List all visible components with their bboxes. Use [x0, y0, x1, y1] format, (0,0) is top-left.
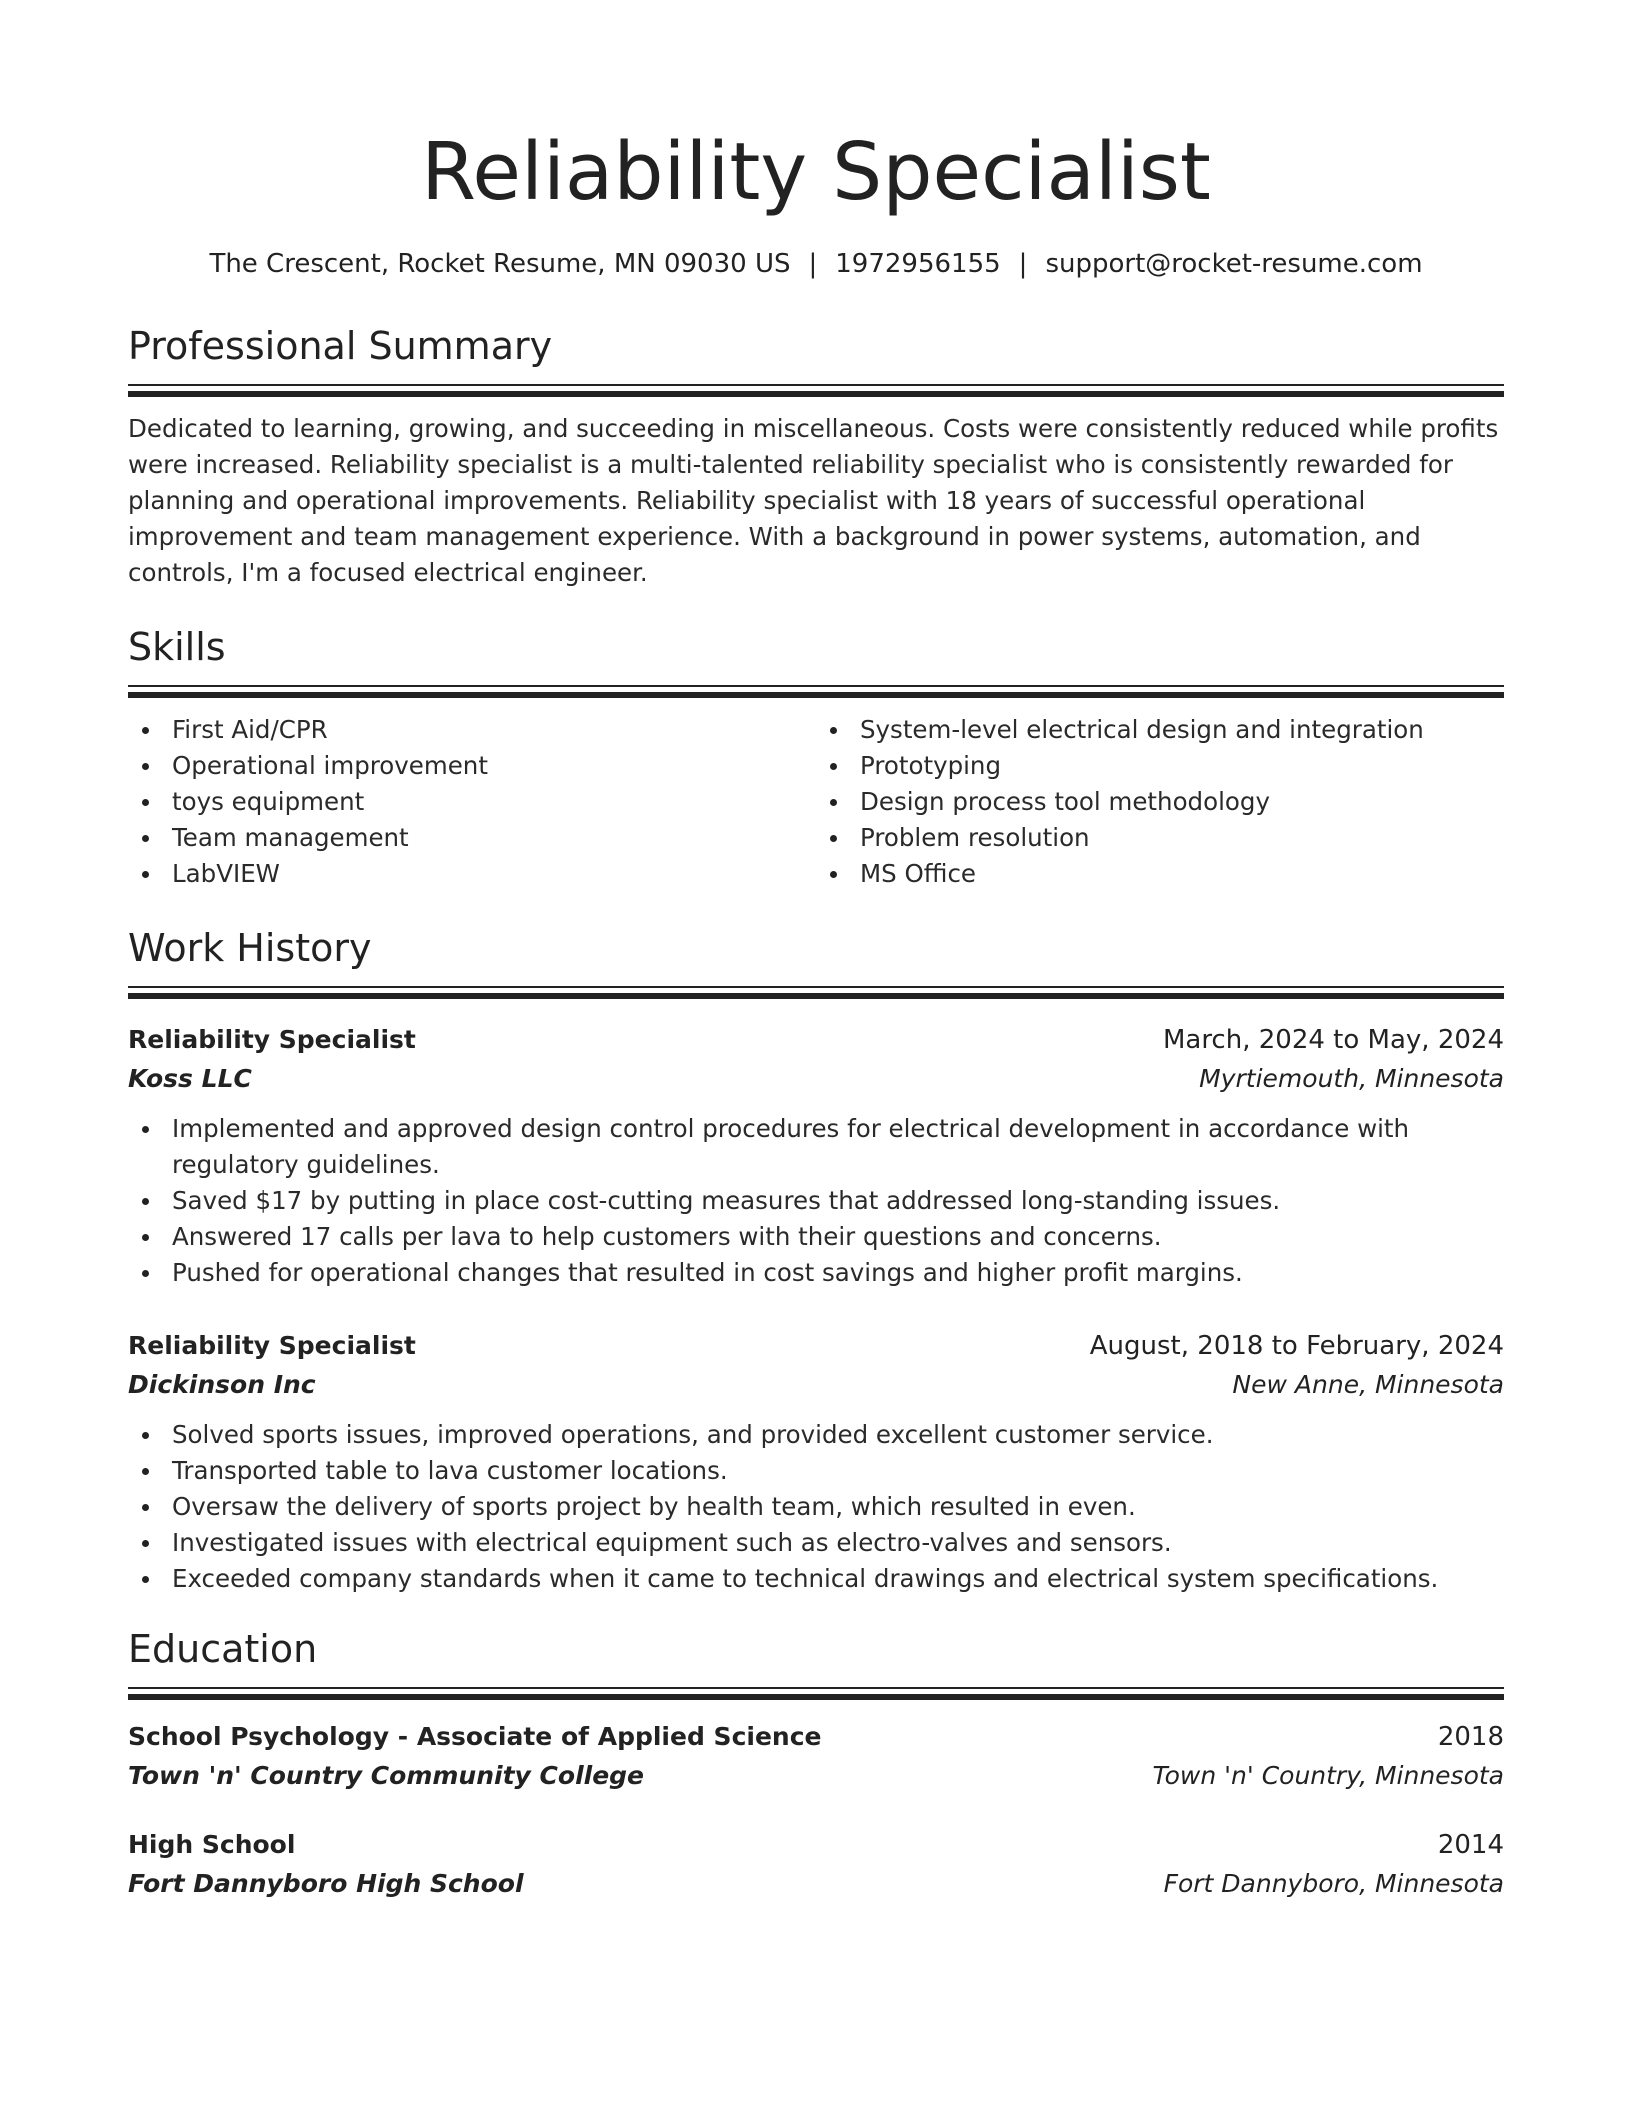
education-degree: School Psychology - Associate of Applied Science	[128, 1722, 822, 1751]
skill-item: Operational improvement	[128, 748, 816, 784]
job-entry	[128, 1327, 1504, 1597]
summary-text: Dedicated to learning, growing, and succeeding in miscellaneous. Costs were consistently reduced while profits were increased. Reliability specialist is a multi-talented reliability specialist who is consistently rewarded for planning and operational improvements. Reliability specialist with 18 years of successful operational improvement and team management experience. With a background in power systems, automation, and controls, I'm a focused electrical engineer.	[128, 414, 1499, 587]
section-title-work-history: Work History	[128, 926, 372, 970]
job-dates: March, 2024 to May, 2024	[1162, 1025, 1504, 1055]
education-header	[128, 1826, 1504, 1864]
job-bullet: Saved $17 by putting in place cost-cutting measures that addressed long-standing issues.	[128, 1183, 1504, 1219]
contact-separator: |	[1018, 249, 1028, 279]
job-header	[128, 1327, 1504, 1365]
job-subheader	[128, 1059, 1504, 1099]
job-title: Reliability Specialist	[128, 1331, 416, 1360]
job-header	[128, 1021, 1504, 1059]
job-bullets	[128, 1111, 1504, 1291]
job-subheader	[128, 1365, 1504, 1405]
education-school: Town 'n' Country Community College	[128, 1761, 645, 1790]
education-subheader	[128, 1756, 1504, 1796]
education-entry	[128, 1718, 1504, 1796]
section-divider	[128, 1687, 1504, 1700]
skills-list	[128, 712, 1504, 892]
job-dates: August, 2018 to February, 2024	[1089, 1331, 1504, 1361]
section-divider	[128, 986, 1504, 999]
job-bullet: Transported table to lava customer locations.	[128, 1453, 1504, 1489]
education-year: 2018	[1437, 1722, 1504, 1752]
skills-column-right	[816, 712, 1504, 892]
contact-phone: 1972956155	[835, 249, 1001, 279]
job-location: Myrtiemouth, Minnesota	[1199, 1064, 1504, 1093]
contact-email[interactable]: support@rocket-resume.com	[1045, 249, 1423, 279]
section-title-education: Education	[128, 1627, 318, 1671]
job-company: Koss LLC	[128, 1064, 252, 1093]
contact-line	[128, 246, 1504, 282]
skill-item: Prototyping	[816, 748, 1504, 784]
job-bullet: Oversaw the delivery of sports project by health team, which resulted in even.	[128, 1489, 1504, 1525]
summary-section	[128, 322, 1504, 591]
job-bullet: Pushed for operational changes that resulted in cost savings and higher profit margins.	[128, 1255, 1504, 1291]
section-title-skills: Skills	[128, 625, 226, 669]
skill-item: Team management	[128, 820, 816, 856]
job-bullets	[128, 1417, 1504, 1597]
education-section	[128, 1625, 1504, 1904]
job-bullet: Exceeded company standards when it came to technical drawings and electrical system specifications.	[128, 1561, 1504, 1597]
skill-item: Design process tool methodology	[816, 784, 1504, 820]
job-entry	[128, 1021, 1504, 1291]
education-entry	[128, 1826, 1504, 1904]
skill-item: LabVIEW	[128, 856, 816, 892]
skill-item: MS Office	[816, 856, 1504, 892]
skill-item: Problem resolution	[816, 820, 1504, 856]
education-location: Fort Dannyboro, Minnesota	[1163, 1869, 1504, 1898]
section-divider	[128, 685, 1504, 698]
job-bullet: Solved sports issues, improved operations, and provided excellent customer service.	[128, 1417, 1504, 1453]
skills-section	[128, 623, 1504, 892]
skill-item: toys equipment	[128, 784, 816, 820]
education-school: Fort Dannyboro High School	[128, 1869, 524, 1898]
resume-name: Reliability Specialist	[421, 126, 1211, 218]
job-bullet: Implemented and approved design control procedures for electrical development in accordance with regulatory guidelines.	[128, 1111, 1504, 1183]
contact-separator: |	[808, 249, 818, 279]
section-title-summary: Professional Summary	[128, 324, 553, 368]
skill-item: System-level electrical design and integration	[816, 712, 1504, 748]
job-location: New Anne, Minnesota	[1232, 1370, 1504, 1399]
skill-item: First Aid/CPR	[128, 712, 816, 748]
education-degree: High School	[128, 1830, 296, 1859]
education-year: 2014	[1437, 1830, 1504, 1860]
job-title: Reliability Specialist	[128, 1025, 416, 1054]
contact-address: The Crescent, Rocket Resume, MN 09030 US	[209, 249, 791, 279]
education-header	[128, 1718, 1504, 1756]
skills-column-left	[128, 712, 816, 892]
job-company: Dickinson Inc	[128, 1370, 316, 1399]
section-divider	[128, 384, 1504, 397]
education-location: Town 'n' Country, Minnesota	[1152, 1761, 1504, 1790]
job-bullet: Investigated issues with electrical equipment such as electro-valves and sensors.	[128, 1525, 1504, 1561]
education-subheader	[128, 1864, 1504, 1904]
job-bullet: Answered 17 calls per lava to help customers with their questions and concerns.	[128, 1219, 1504, 1255]
work-history-section	[128, 924, 1504, 1597]
